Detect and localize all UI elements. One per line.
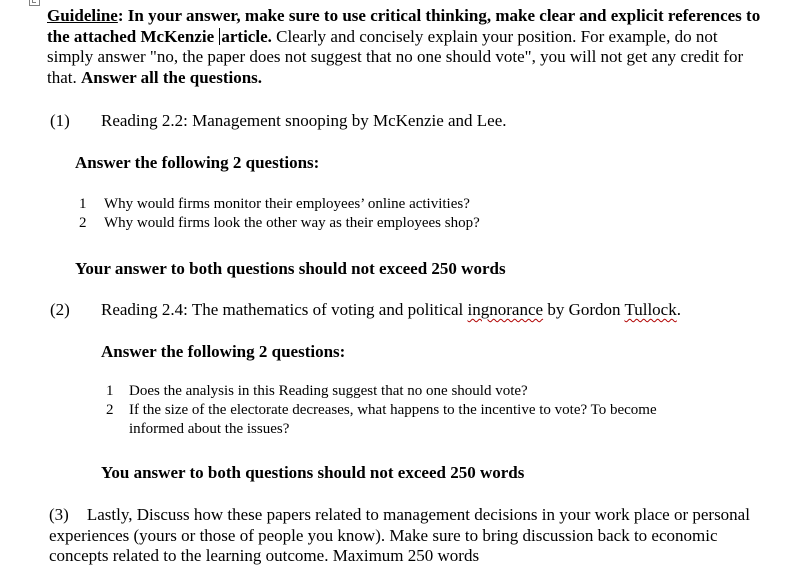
section-1-number: (1) [50,111,70,130]
section-1-q2-text: Why would firms look the other way as their employees shop? [104,215,480,231]
section-1-instruction: Answer the following 2 questions: [75,153,320,172]
section-2-title [101,300,681,320]
document-corner-marker [29,0,40,6]
guideline-bold-end: Answer all the questions. [81,67,263,87]
section-2-title-b: by Gordon [543,300,625,319]
section-2-q2-text: If the size of the electorate decreases, what happens to the incentive to vote? To become [129,402,657,418]
section-2-q2-text-continued: informed about the issues? [129,421,290,437]
section-1-title: Reading 2.2: Management snooping by McKenzie and Lee. [101,111,507,130]
section-3-text: Lastly, Discuss how these papers related to management decisions in your work place or personal experiences (yours or those of people you know). Make sure to bring discussion back to economic concepts related to the learning outcome. Maximum 250 words [49,505,750,565]
guideline-paragraph [47,6,767,88]
section-2-instruction: Answer the following 2 questions: [101,342,346,361]
guideline-bold-a: In your answer, make sure to use critical thinking, make clear and explicit references to the attached McKenzie [47,6,761,46]
guideline-label: Guideline [47,6,118,25]
section-1-q1-number: 1 [79,196,87,212]
section-2-limit: You answer to both questions should not exceed 250 words [101,463,525,482]
section-2-title-a: Reading 2.4: The mathematics of voting and political [101,300,468,319]
section-2-title-misspelled: ingnorance [467,300,544,319]
section-2-q2-number: 2 [106,402,114,418]
section-2-q1-number: 1 [106,383,114,399]
section-2-number: (2) [50,300,70,319]
guideline-normal: Clearly and concisely explain your position. For example, do not simply answer "no, the paper does not suggest that no one should vote", you will not get any credit for that. [47,26,744,87]
section-2-title-end: . [676,300,681,319]
section-1-q1-text: Why would firms monitor their employees’ online activities? [104,196,470,212]
section-1-q2-number: 2 [79,215,87,231]
section-3-paragraph [49,505,769,567]
guideline-colon: : [117,6,124,25]
section-1-limit: Your answer to both questions should not exceed 250 words [75,259,506,278]
section-2-q1-text: Does the analysis in this Reading suggest that no one should vote? [129,383,528,399]
section-2-title-name: Tullock [624,300,677,319]
guideline-bold-b: article. [221,26,272,46]
section-3-number: (3) [49,505,69,524]
